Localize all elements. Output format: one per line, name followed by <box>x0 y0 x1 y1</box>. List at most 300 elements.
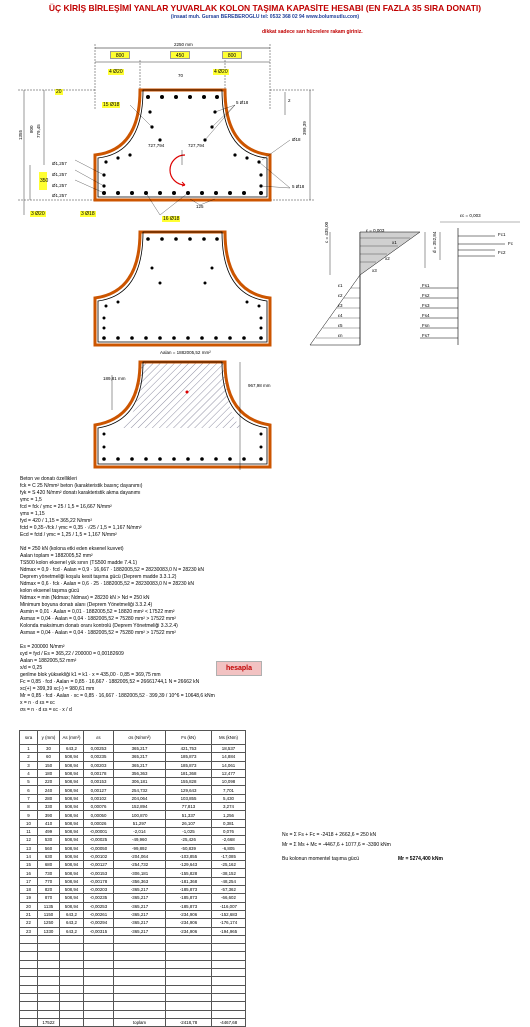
table-cell: -306,181 <box>114 869 166 877</box>
table-row <box>20 985 246 993</box>
table-cell <box>38 977 60 985</box>
table-cell <box>166 1002 212 1010</box>
table-cell: -0,00178 <box>84 877 114 885</box>
table-cell <box>212 960 246 968</box>
table-cell <box>38 935 60 943</box>
table-cell <box>212 993 246 1001</box>
table-cell: 20 <box>20 902 38 910</box>
table-cell: -176,174 <box>212 919 246 927</box>
table-row <box>20 778 246 786</box>
table-cell: 77,813 <box>166 803 212 811</box>
table-cell: 21 <box>20 910 38 918</box>
header-cell: y (mm) <box>38 731 60 745</box>
input-flange-mid[interactable]: 450 <box>170 51 190 59</box>
force-fs3: Fs3 <box>422 303 430 308</box>
table-cell: 51,337 <box>166 811 212 819</box>
side-bar-2: Ø1,257 <box>52 172 67 177</box>
table-row <box>20 919 246 927</box>
table-cell <box>60 935 84 943</box>
table-cell: 17 <box>20 877 38 885</box>
table-cell: 14 <box>20 852 38 860</box>
table-cell: 7,701 <box>212 786 246 794</box>
lower-section-drawing <box>0 358 530 473</box>
table-row <box>20 902 246 910</box>
table-row <box>20 1002 246 1010</box>
table-cell: 508,94 <box>60 778 84 786</box>
strain-3: ε3 <box>338 303 343 308</box>
table-cell <box>60 952 84 960</box>
table-cell: -17,085 <box>212 852 246 860</box>
input-flange-left[interactable]: 800 <box>110 51 130 59</box>
result-line-3-value: Mr = 5274,400 kNm <box>398 856 443 862</box>
table-cell: 508,94 <box>60 861 84 869</box>
table-cell: -50,839 <box>166 844 212 852</box>
table-cell: 410 <box>38 819 60 827</box>
table-cell <box>20 952 38 960</box>
footer-cell <box>20 1018 38 1026</box>
table-cell: 7 <box>20 794 38 802</box>
strain-4: ε4 <box>338 313 343 318</box>
table-row <box>20 769 246 777</box>
dim-h-flange: 800 <box>29 125 34 133</box>
table-cell: 280 <box>38 794 60 802</box>
table-row <box>20 886 246 894</box>
table-cell: -25,426 <box>166 836 212 844</box>
table-cell: 150 <box>38 761 60 769</box>
table-cell: -129,643 <box>166 861 212 869</box>
strain-5: ε5 <box>338 323 343 328</box>
table-cell: 508,94 <box>60 769 84 777</box>
table-cell <box>60 960 84 968</box>
table-cell <box>84 935 114 943</box>
bar-label-right[interactable]: 4 Ø20 <box>214 69 228 75</box>
table-cell: 508,94 <box>60 811 84 819</box>
table-cell: 0,00153 <box>84 778 114 786</box>
table-row <box>20 927 246 935</box>
table-cell: -57,362 <box>212 886 246 894</box>
table-cell: 5,430 <box>212 794 246 802</box>
table-row <box>20 910 246 918</box>
strain-2: ε2 <box>338 293 343 298</box>
table-cell <box>212 1010 246 1018</box>
input-cover[interactable]: 20 <box>56 89 62 95</box>
table-cell: 12 <box>20 836 38 844</box>
calc-row: Ndmax = 0,6 · fck · Aalan = 0,6 · 25 · 1882005,52 = 28230083,0 N = 28230 kN <box>20 581 195 587</box>
input-flange-right[interactable]: 800 <box>222 51 242 59</box>
table-cell: 3 <box>20 761 38 769</box>
table-cell <box>38 969 60 977</box>
table-cell <box>166 969 212 977</box>
author-line: (insaat muh. Gursan BEREBEROGLU tel: 0532 368 02 94 www.bolumsutlu.com) <box>170 14 360 20</box>
table-row <box>20 894 246 902</box>
table-cell <box>38 944 60 952</box>
table-cell: 643,2 <box>60 927 84 935</box>
table-cell <box>114 944 166 952</box>
table-cell: 14,061 <box>212 761 246 769</box>
table-cell <box>84 993 114 1001</box>
table-cell: 508,94 <box>60 803 84 811</box>
table-cell: -204,064 <box>114 852 166 860</box>
table-cell: 11 <box>20 827 38 835</box>
table-cell: 23 <box>20 927 38 935</box>
force-fs2: Fs2 <box>422 293 430 298</box>
table-cell <box>114 977 166 985</box>
table-cell: 0,381 <box>212 819 246 827</box>
table-cell: 155,828 <box>166 778 212 786</box>
table-cell: 26,107 <box>166 819 212 827</box>
table-cell <box>114 952 166 960</box>
table-cell <box>38 1002 60 1010</box>
table-cell <box>38 952 60 960</box>
table-cell: 8 <box>20 803 38 811</box>
calc-row: Aalan = 1882005,52 mm² <box>20 658 77 664</box>
table-cell: 204,064 <box>114 794 166 802</box>
table-cell: -99,892 <box>114 844 166 852</box>
table-row <box>20 827 246 835</box>
table-cell: 365,217 <box>114 761 166 769</box>
table-cell: -185,873 <box>166 902 212 910</box>
table-cell: 530 <box>38 836 60 844</box>
bar-label-fillet-left[interactable]: 3 Ø18 <box>81 211 95 217</box>
header-cell: As (mm²) <box>60 731 84 745</box>
bar-label-bottom-mid[interactable]: 16 Ø18 <box>163 216 180 222</box>
c-value: c = 435,00 <box>324 221 329 243</box>
table-cell <box>20 969 38 977</box>
table-row <box>20 960 246 968</box>
dim-bottom: 125 <box>196 204 204 209</box>
dim-total-width: 2250 mm <box>174 42 193 47</box>
header-cell: Ms (kNm) <box>212 731 246 745</box>
table-cell: -25,162 <box>212 861 246 869</box>
table-cell: 5 <box>20 778 38 786</box>
table-cell <box>166 993 212 1001</box>
top-section-drawing <box>0 34 530 229</box>
table-cell: 4 <box>20 769 38 777</box>
header-cell: σs (N/mm²) <box>114 731 166 745</box>
table-cell: 0,00026 <box>84 819 114 827</box>
table-cell: -365,217 <box>114 927 166 935</box>
table-footer-row <box>20 1018 246 1026</box>
table-cell <box>38 993 60 1001</box>
table-cell: 421,753 <box>166 745 212 753</box>
table-cell: -185,873 <box>166 886 212 894</box>
table-row <box>20 877 246 885</box>
table-cell: 1 <box>20 745 38 753</box>
header-cell: Fs (kN) <box>166 731 212 745</box>
table-row <box>20 753 246 761</box>
calc-row: Ndmax = 0,9 · fcd · Aalan = 0,9 · 16,667 · 1882005,52 = 28230083,0 N = 28230 kN <box>20 567 205 573</box>
table-cell: 0,00235 <box>84 753 114 761</box>
table-cell: 1250 <box>38 919 60 927</box>
table-cell <box>60 993 84 1001</box>
table-cell <box>84 1010 114 1018</box>
table-cell <box>114 985 166 993</box>
bar-label-bottom-left[interactable]: 3 Ø20 <box>31 211 45 217</box>
table-cell: 508,94 <box>60 852 84 860</box>
bar-label-top[interactable]: 15 Ø18 <box>103 102 120 108</box>
table-cell: 508,94 <box>60 836 84 844</box>
footer-cell: 17522 <box>38 1018 60 1026</box>
lower-left-dim: 189,81 mm <box>103 376 126 381</box>
table-row <box>20 745 246 753</box>
table-cell: -2,668 <box>212 836 246 844</box>
table-cell: -152,683 <box>212 910 246 918</box>
x-label-1: x1 <box>392 240 397 245</box>
force-fs1: Fs1 <box>422 283 430 288</box>
bar-label-side-right: 5 Ø18 <box>292 184 305 189</box>
calculate-button[interactable]: hesapla <box>216 661 262 676</box>
table-cell <box>60 985 84 993</box>
calc-row: fcd = fck / γmc = 25 / 1,5 = 16,667 N/mm² <box>20 504 112 510</box>
table-cell: 0,00127 <box>84 786 114 794</box>
table-cell <box>20 985 38 993</box>
strain-1: ε1 <box>338 283 343 288</box>
table-cell: 220 <box>38 778 60 786</box>
table-cell <box>212 977 246 985</box>
dim-h-web: 779,45 <box>36 124 41 138</box>
footer-cell <box>84 1018 114 1026</box>
radius-left: 727,794 <box>148 143 165 148</box>
table-cell: -0,00261 <box>84 910 114 918</box>
table-cell: 19 <box>20 894 38 902</box>
force-fc: Fc <box>508 241 513 246</box>
table-cell: 2 <box>20 753 38 761</box>
table-cell <box>38 985 60 993</box>
side-bar-1: Ø1,257 <box>52 161 67 166</box>
table-cell: 254,732 <box>114 786 166 794</box>
table-cell: 0,00203 <box>84 761 114 769</box>
table-row <box>20 1010 246 1018</box>
table-cell: -234,906 <box>166 919 212 927</box>
table-cell: 100,870 <box>114 811 166 819</box>
table-cell <box>166 985 212 993</box>
table-cell: -2,014 <box>114 827 166 835</box>
table-cell: 15 <box>20 861 38 869</box>
force-fc2: Fc2 <box>498 250 506 255</box>
table-cell: 18 <box>20 886 38 894</box>
result-line-3-label: Bu kolonun momentel taşıma gücü <box>282 856 359 862</box>
dim-h-right: 399,39 <box>302 121 307 135</box>
table-cell: -0,00203 <box>84 886 114 894</box>
table-cell: -49,960 <box>114 836 166 844</box>
table-cell: -0,00102 <box>84 852 114 860</box>
calc-row: fctd = 0,35·√fck / γmc = 0,35 · √25 / 1,5 = 1,167 N/mm² <box>20 525 142 531</box>
table-cell: 330 <box>38 803 60 811</box>
table-cell: 16 <box>20 869 38 877</box>
table-cell <box>84 1002 114 1010</box>
table-cell: 508,94 <box>60 794 84 802</box>
table-cell: -365,217 <box>114 886 166 894</box>
table-cell <box>114 1010 166 1018</box>
table-cell: 630 <box>38 852 60 860</box>
table-cell: -48,254 <box>212 877 246 885</box>
input-side-height[interactable]: 350 <box>39 172 47 190</box>
calc-row: Kolonda maksimum donatı oranı kontrolü (Deprem Yönetmeliği 3.3.2.4) <box>20 623 178 629</box>
table-cell: 508,94 <box>60 894 84 902</box>
table-cell: 643,2 <box>60 745 84 753</box>
calc-row: fyk = S 420 N/mm² donatı karakteristik akma dayanımı <box>20 490 141 496</box>
table-row <box>20 819 246 827</box>
table-cell: 0,076 <box>212 827 246 835</box>
table-cell <box>60 944 84 952</box>
table-cell: 6 <box>20 786 38 794</box>
results-table <box>19 730 246 1027</box>
calc-row: kolon eksenel taşıma gücü <box>20 588 80 594</box>
footer-cell: toplam <box>114 1018 166 1026</box>
table-cell: 365,217 <box>114 745 166 753</box>
table-cell <box>20 1002 38 1010</box>
table-cell: -181,368 <box>166 877 212 885</box>
table-cell <box>114 993 166 1001</box>
table-cell: 22 <box>20 919 38 927</box>
table-cell <box>114 935 166 943</box>
table-cell <box>38 1010 60 1018</box>
table-cell: -0,00127 <box>84 861 114 869</box>
table-row <box>20 952 246 960</box>
bar-label-fillet: 5 Ø18 <box>236 100 249 105</box>
table-cell <box>20 944 38 952</box>
table-cell: 0,00253 <box>84 745 114 753</box>
table-cell: -0,00001 <box>84 827 114 835</box>
table-cell: 560 <box>38 844 60 852</box>
calc-row: Ndmax = min (Ndmax; Ndmax) = 28230 kN > Nd = 250 kN <box>20 595 150 601</box>
table-cell <box>114 1002 166 1010</box>
table-cell <box>20 960 38 968</box>
table-cell: -234,906 <box>166 910 212 918</box>
bar-label-left[interactable]: 4 Ø20 <box>109 69 123 75</box>
table-cell <box>38 960 60 968</box>
table-cell: -185,873 <box>166 894 212 902</box>
table-row <box>20 761 246 769</box>
side-bar-3: Ø1,257 <box>52 183 67 188</box>
table-cell: 508,94 <box>60 869 84 877</box>
table-cell <box>84 960 114 968</box>
table-cell <box>84 977 114 985</box>
table-cell: 365,217 <box>114 753 166 761</box>
d-value: d = 352,84 <box>432 231 437 253</box>
table-cell: 103,855 <box>166 794 212 802</box>
table-cell: -0,00253 <box>84 902 114 910</box>
table-cell: -356,363 <box>114 877 166 885</box>
dim-gap: 70 <box>178 73 184 78</box>
table-cell <box>212 1002 246 1010</box>
table-cell <box>114 960 166 968</box>
table-cell <box>60 969 84 977</box>
table-body <box>20 745 246 1019</box>
calc-row: gerilme blok yüksekliği k1 = k1 · x = 435,00 · 0,85 = 369,75 mm <box>20 672 161 678</box>
table-cell: 129,643 <box>166 786 212 794</box>
table-cell <box>166 960 212 968</box>
table-cell: 18,537 <box>212 745 246 753</box>
table-cell: 1135 <box>38 902 60 910</box>
table-cell <box>166 944 212 952</box>
table-cell <box>166 935 212 943</box>
table-cell: 680 <box>38 861 60 869</box>
calc-row: Asmin = 0,01 · Aalan = 0,01 · 1882005,52 = 18820 mm² < 17522 mm² <box>20 609 175 615</box>
calc-row: Es = 200000 N/mm² <box>20 644 65 650</box>
calc-row: x = n · d εs = εc <box>20 700 55 706</box>
calc-row: Beton ve donatı özellikleri <box>20 476 77 482</box>
table-cell: 14,884 <box>212 753 246 761</box>
calc-row: TS500 kolon eksenel yük sınırı (TS500 madde 7.4.1) <box>20 560 138 566</box>
table-cell: -0,00050 <box>84 844 114 852</box>
table-cell <box>212 969 246 977</box>
table-cell: -38,152 <box>212 869 246 877</box>
table-row <box>20 844 246 852</box>
page-title: ÜÇ KİRİŞ BİRLEŞİMİ YANLAR YUVARLAK KOLON TAŞIMA KAPASİTE HESABI (EN FAZLA 35 SIRA DONATI) <box>48 3 482 13</box>
table-cell <box>212 985 246 993</box>
calc-row: γms = 1,15 <box>20 511 45 517</box>
table-cell: 30 <box>38 745 60 753</box>
table-row <box>20 811 246 819</box>
calc-row: Asmax = 0,04 · Aalan = 0,04 · 1882005,52 = 75280 mm² > 17522 mm² <box>20 616 176 622</box>
table-cell <box>114 969 166 977</box>
table-row <box>20 794 246 802</box>
calc-block <box>20 476 320 726</box>
table-cell: -365,217 <box>114 910 166 918</box>
table-cell: 643,2 <box>60 910 84 918</box>
table-cell: 0,00050 <box>84 811 114 819</box>
table-row <box>20 869 246 877</box>
table-row <box>20 977 246 985</box>
calc-row: Mr = 0,85 · fcd · Aalan · xc = 0,85 · 16,667 · 1882005,52 · 399,39 / 10^6 = 10648,6 kNm <box>20 693 215 699</box>
table-cell: 240 <box>38 786 60 794</box>
strain-n: εn <box>338 333 343 338</box>
table-cell: 508,94 <box>60 753 84 761</box>
table-cell: 0,00076 <box>84 803 114 811</box>
table-row <box>20 786 246 794</box>
table-cell: -0,00153 <box>84 869 114 877</box>
footer-cell <box>60 1018 84 1026</box>
result-line-2: Mr = Σ Ms + Mc = -4467,6 + 1077,6 = -3390 kNm <box>282 842 391 848</box>
table-cell: 508,94 <box>60 844 84 852</box>
table-cell: -6,805 <box>212 844 246 852</box>
table-cell: 508,94 <box>60 761 84 769</box>
table-cell: 508,94 <box>60 886 84 894</box>
table-cell: -365,217 <box>114 919 166 927</box>
calc-row: Deprem yönetmeliği koşulu kesit taşıma gücü (Deprem madde 3.3.1.2) <box>20 574 177 580</box>
calc-row: x/d = 0,25 <box>20 665 43 671</box>
table-cell: -0,00315 <box>84 927 114 935</box>
table-cell <box>166 952 212 960</box>
table-cell: 870 <box>38 894 60 902</box>
table-cell: 0,00102 <box>84 794 114 802</box>
table-cell: 730 <box>38 869 60 877</box>
force-fc1: Fc1 <box>498 232 506 237</box>
table-cell: 152,894 <box>114 803 166 811</box>
table-cell: 185,873 <box>166 753 212 761</box>
table-cell <box>166 977 212 985</box>
table-cell <box>166 1010 212 1018</box>
table-cell: 181,368 <box>166 769 212 777</box>
calc-row: εyd = fyd / Es = 365,22 / 200000 = 0,00182609 <box>20 651 124 657</box>
table-cell: 0,00178 <box>84 769 114 777</box>
force-fs4: Fs4 <box>422 313 430 318</box>
table-cell: 60 <box>38 753 60 761</box>
table-row <box>20 861 246 869</box>
footer-cell: -4467,68 <box>212 1018 246 1026</box>
calc-row: xc(+) = 399,39 xc(-) = 980,61 mm <box>20 686 95 692</box>
force-fsn: Fsn <box>422 323 430 328</box>
strain-eps-label: εc = 0,003 <box>460 213 481 218</box>
table-cell: -1,025 <box>166 827 212 835</box>
x-label-3: x3 <box>372 268 377 273</box>
calc-row: fck = C 25 N/mm² beton (karakteristik basınç dayanımı) <box>20 483 143 489</box>
input-warning: dikkat sadece sarı hücrelere rakam giriniz. <box>262 29 363 35</box>
header-cell: εs <box>84 731 114 745</box>
table-cell: 508,94 <box>60 877 84 885</box>
table-cell: -0,00294 <box>84 919 114 927</box>
